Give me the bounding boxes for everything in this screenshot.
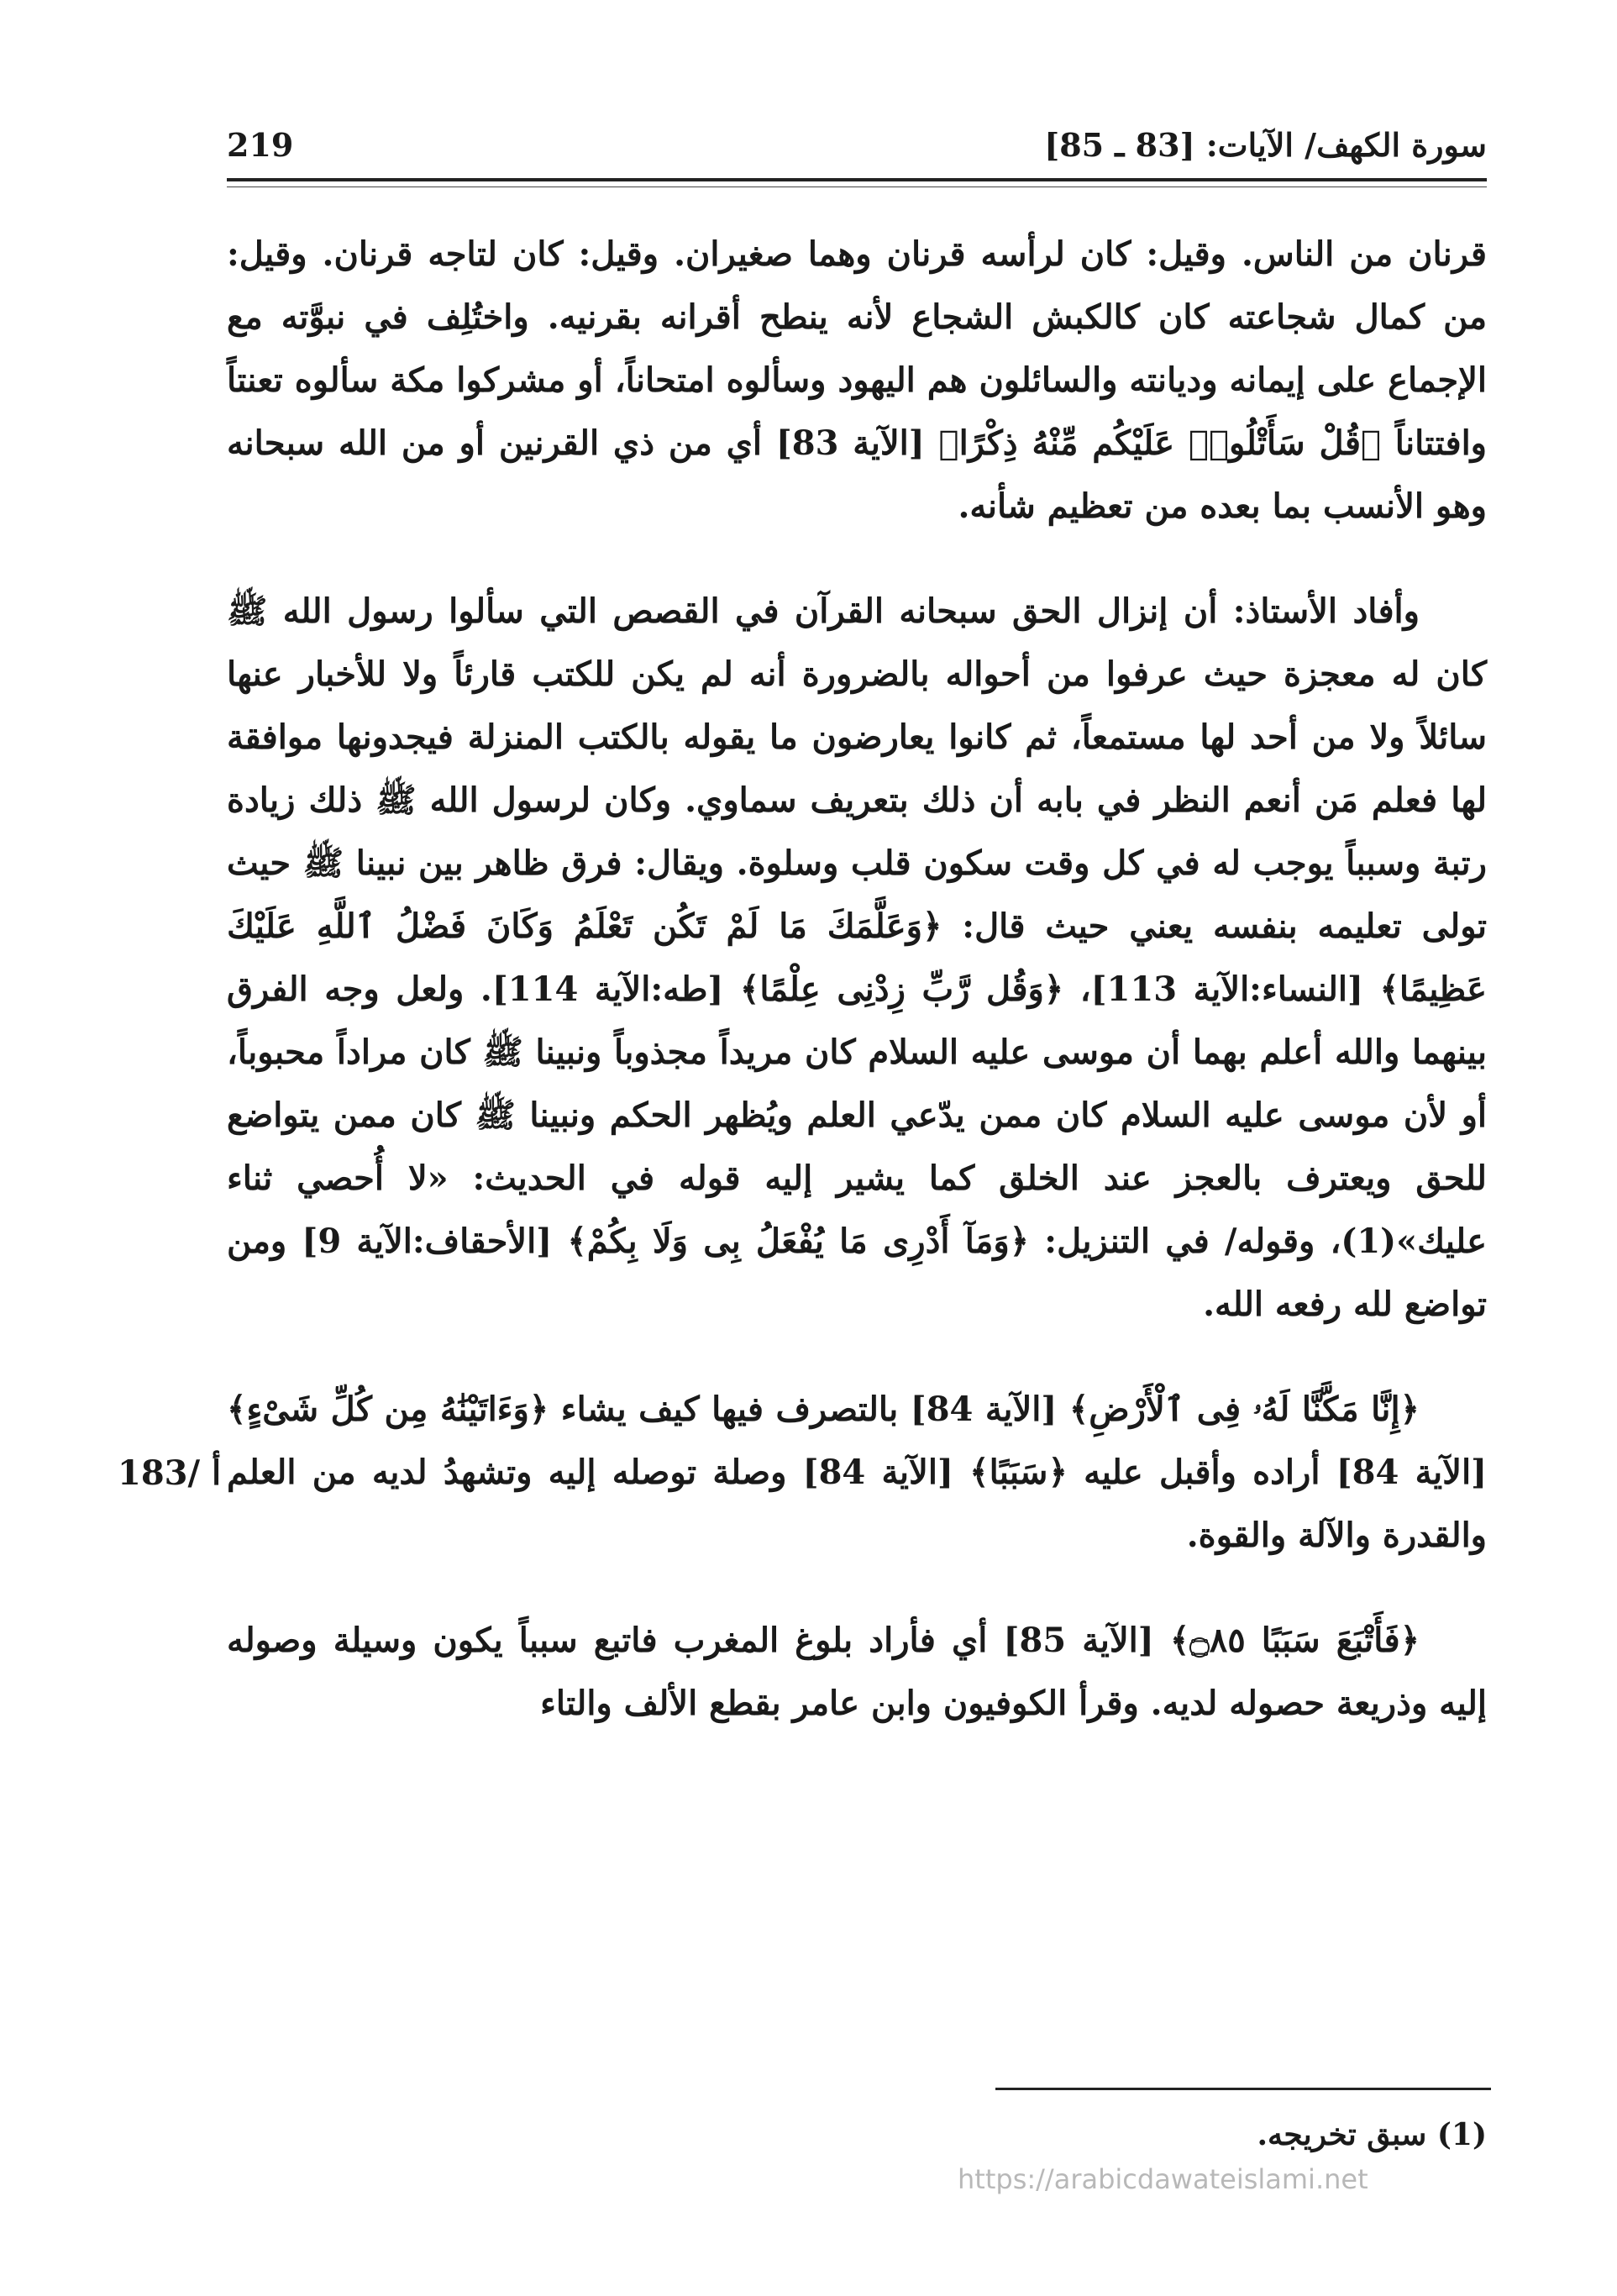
running-title: سورة الكهف/ الآيات: [83 ـ 85] xyxy=(1044,126,1487,164)
manuscript-folio-note: 183/ أ xyxy=(118,1453,222,1493)
paragraph-4: ﴿فَأَتْبَعَ سَبَبًا ۝٨٥﴾ [الآية 85] أي فأراد بلوغ المغرب فاتبع سبباً يكون وسيلة وصوله إليه وذريعة حصوله لديه. وقرأ الكوفيون وابن عامر بقطع الألف والتاء xyxy=(227,1621,1487,1723)
paragraph-3: ﴿إِنَّا مَكَّنَّا لَهُۥ فِى ٱلْأَرْضِ﴾ [الآية 84] بالتصرف فيها كيف يشاء ﴿وَءَاتَيْنَٰهُ مِن كُلِّ شَىْءٍ﴾ [الآية 84] أراده وأقبل عليه ﴿سَبَبًا﴾ [الآية 84] وصلة توصله إليه وتشهدُ لديه من العلم والقدرة والآلة والقوة. xyxy=(227,1390,1488,1555)
page-header xyxy=(227,126,1487,176)
footnote: (1) سبق تخريجه. xyxy=(1257,2117,1487,2152)
paragraph-1: قرنان من الناس. وقيل: كان لرأسه قرنان وهما صغيران. وقيل: كان لتاجه قرنان. وقيل: من كمال شجاعته كان كالكبش الشجاع لأنه ينطح أقرانه بقرنيه. واختُلِف في نبوَّته مع الإجماع على إيمانه وديانته والسائلون هم اليهود وسألوه امتحاناً، أو مشركوا مكة سألوه تعنتاً وافتتاناً ﴿قُلْ سَأَتْلُوا۟ عَلَيْكُم مِّنْهُ ذِكْرًا﴾ [الآية 83] أي من ذي القرنين أو من الله سبحانه وهو الأنسب بما بعده من تعظيم شأنه. xyxy=(227,234,1487,526)
page-number: 219 xyxy=(227,126,294,164)
paragraph-2: وأفاد الأستاذ: أن إنزال الحق سبحانه القرآن في القصص التي سألوا رسول الله ﷺ كان له معجزة حيث عرفوا من أحواله بالضرورة أنه لم يكن للكتب قارئاً ولا للأخبار عنها سائلاً ولا من أحد لها مستمعاً، ثم كانوا يعارضون ما يقوله بالكتب المنزلة فيجدونها موافقة لها فعلم مَن أنعم النظر في بابه أن ذلك بتعريف سماوي. وكان لرسول الله ﷺ ذلك زيادة رتبة وسبباً يوجب له في كل وقت سكون قلب وسلوة. ويقال: فرق ظاهر بين نبينا ﷺ حيث تولى تعليمه بنفسه يعني حيث قال: ﴿وَعَلَّمَكَ مَا لَمْ تَكُن تَعْلَمُ وَكَانَ فَضْلُ ٱللَّهِ عَلَيْكَ عَظِيمًا﴾ [النساء:الآية 113]، ﴿وَقُل رَّبِّ زِدْنِى عِلْمًا﴾ [طه:الآية 114]. ولعل وجه الفرق بينهما والله أعلم بهما أن موسى عليه السلام كان مريداً مجذوباً ونبينا ﷺ كان مراداً محبوباً، أو لأن موسى عليه السلام كان ممن يدّعي العلم ويُظهر الحكم ونبينا ﷺ كان ممن يتواضع للحق ويعترف بالعجز عند الخلق كما يشير إليه قوله في الحديث: «لا أُحصي ثناء عليك»(1)، وقوله/ في التنزيل: ﴿وَمَآ أَدْرِى مَا يُفْعَلُ بِى وَلَا بِكُمْ﴾ [الأحقاف:الآية 9] ومن تواضع لله رفعه الله. xyxy=(227,591,1487,1324)
footnote-rule xyxy=(995,2088,1491,2090)
main-text xyxy=(227,223,1487,1735)
watermark-url: https://arabicdawateislami.net xyxy=(958,2163,1368,2195)
header-rule xyxy=(227,178,1487,181)
